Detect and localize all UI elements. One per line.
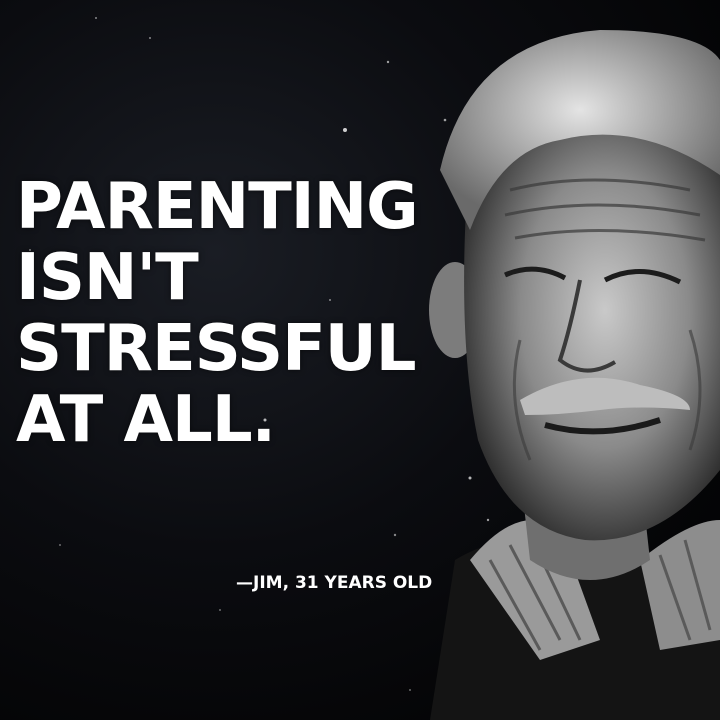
quote-line-1: PARENTING <box>16 170 418 244</box>
quote-headline <box>16 172 418 456</box>
quote-line-4: AT ALL. <box>16 383 275 457</box>
quote-line-3: STRESSFUL <box>16 312 416 386</box>
quote-attribution: —JIM, 31 YEARS OLD <box>236 573 433 593</box>
quote-line-2: ISN'T <box>16 241 198 315</box>
